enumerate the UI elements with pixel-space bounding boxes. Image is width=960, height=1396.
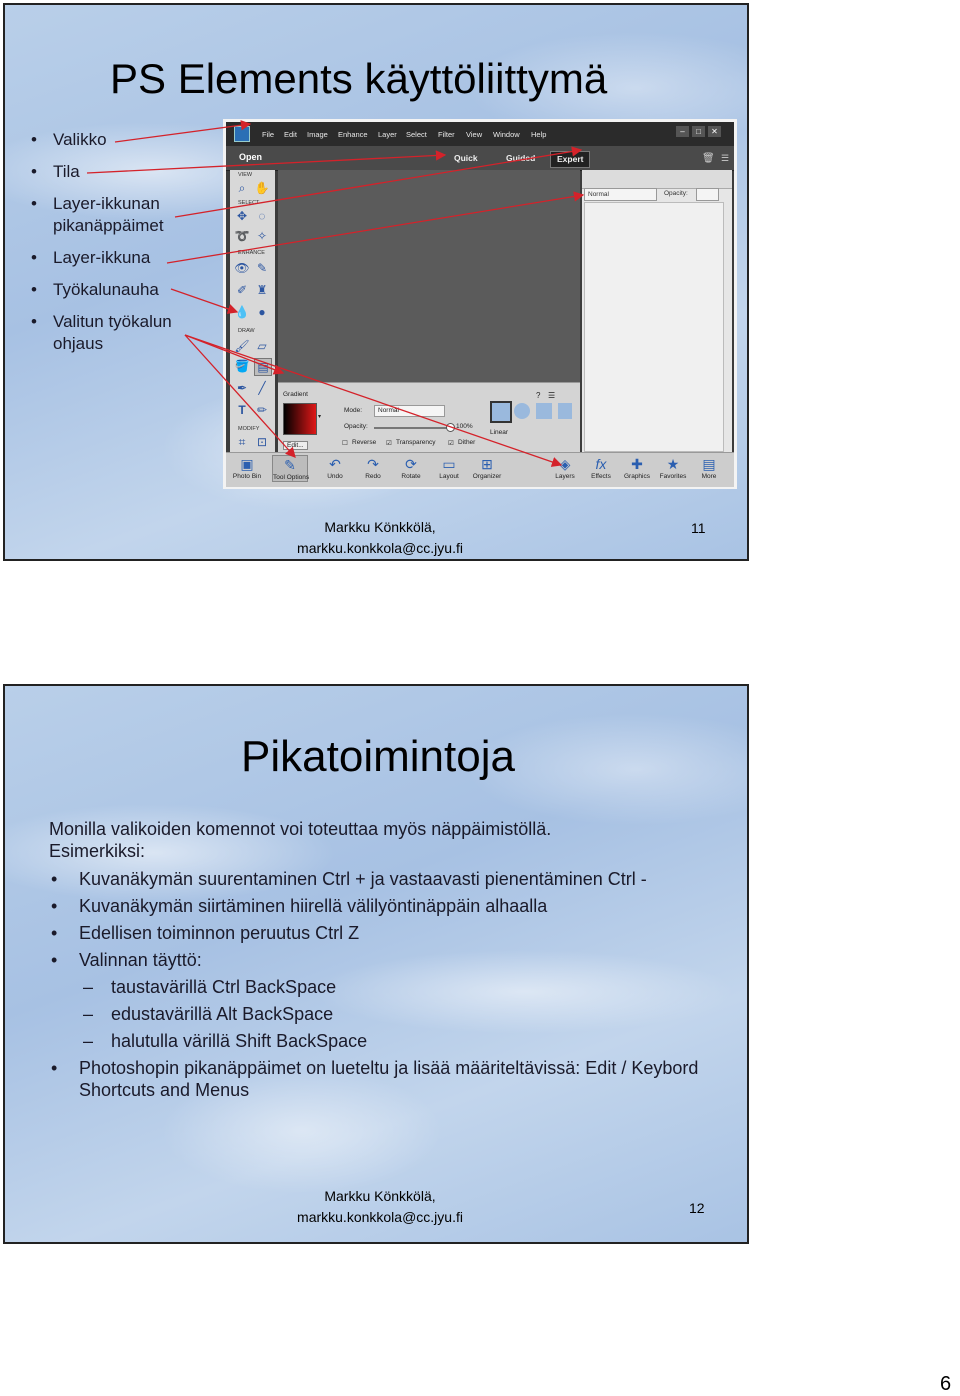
intro-text-2: Esimerkiksi:	[49, 841, 146, 861]
dither-checkbox-icon[interactable]: ☑	[448, 440, 454, 447]
brush-icon[interactable]: 🖌	[234, 339, 250, 353]
custom-shape-icon[interactable]: ╱	[258, 381, 266, 395]
options-menu-icon[interactable]: ☰	[548, 391, 556, 400]
menu-help[interactable]: Help	[531, 130, 547, 139]
dither-label: Dither	[458, 439, 476, 446]
tool-name-label: Gradient	[283, 391, 308, 398]
menu-image[interactable]: Image	[307, 130, 328, 139]
fill-foreground: – edustavärillä Alt BackSpace	[49, 1003, 729, 1025]
linear-gradient-button[interactable]	[490, 401, 512, 423]
open-button[interactable]: Open	[239, 152, 263, 162]
menu-filter[interactable]: Filter	[438, 130, 455, 139]
transparency-checkbox-icon[interactable]: ☑	[386, 440, 392, 447]
trash-icon[interactable]: 🗑	[702, 153, 715, 164]
layout-icon: ▭	[442, 456, 456, 472]
effects-icon: fx	[595, 456, 607, 472]
pse-logo-icon	[234, 126, 250, 142]
color-picker-icon[interactable]: ✒	[236, 381, 248, 395]
blur-icon[interactable]: 💧	[234, 305, 250, 319]
menu-layer[interactable]: Layer	[378, 130, 397, 139]
help-icon[interactable]: ?	[536, 391, 541, 400]
menu-bar	[226, 122, 734, 146]
menu-select[interactable]: Select	[406, 130, 427, 139]
fill-background: – taustavärillä Ctrl BackSpace	[49, 976, 729, 998]
shortcut-fill: • Valinnan täyttö:	[49, 949, 729, 971]
star-icon: ★	[666, 456, 680, 472]
maximize-icon[interactable]: □	[692, 126, 705, 137]
slide-1	[3, 3, 749, 561]
bullet-tool-options: • Valitun työkalun ohjaus	[29, 311, 193, 355]
canvas-area[interactable]	[278, 170, 580, 382]
rotate-icon: ⟳	[405, 456, 417, 472]
layers-icon: ◈	[559, 456, 571, 472]
angle-gradient-button[interactable]	[536, 403, 552, 419]
menu-file[interactable]: File	[262, 130, 275, 139]
section-select: SELECT	[238, 200, 260, 206]
mode-expert[interactable]: Expert	[550, 151, 590, 168]
menu-window[interactable]: Window	[493, 130, 520, 139]
slide-title: Pikatoimintoja	[241, 732, 515, 781]
section-view: VIEW	[238, 172, 253, 178]
shortcut-list	[49, 818, 729, 1106]
move-icon[interactable]: ✥	[236, 209, 248, 223]
footer-email: markku.konkkola@cc.jyu.fi	[297, 540, 463, 556]
gradient-dropdown-icon[interactable]: ▾	[318, 414, 322, 420]
shortcut-pan: • Kuvanäkymän siirtäminen hiirellä välilyöntinäppäin alhaalla	[49, 895, 729, 917]
ui-parts-list	[29, 129, 193, 365]
paint-bucket-icon[interactable]: 🪣	[234, 359, 250, 373]
menu-edit[interactable]: Edit	[284, 130, 297, 139]
redo-button[interactable]: ↷ Redo	[356, 455, 390, 480]
layers-button[interactable]: ◈ Layers	[548, 455, 582, 480]
more-button[interactable]: ▤ More	[692, 455, 726, 480]
bullet-valikko: • Valikko	[29, 129, 193, 151]
slide-number: 11	[691, 520, 706, 536]
menu-view[interactable]: View	[466, 130, 483, 139]
mode-label: Mode:	[344, 407, 363, 414]
graphics-button[interactable]: ✚ Graphics	[620, 455, 654, 480]
reverse-checkbox-icon[interactable]: ☐	[342, 440, 348, 447]
organizer-icon: ⊞	[481, 456, 493, 472]
ps-elements-window	[223, 119, 737, 489]
sponge-icon[interactable]: ●	[258, 305, 266, 319]
zoom-icon[interactable]: ⌕	[238, 181, 246, 195]
page-number: 6	[940, 1373, 952, 1395]
bullet-layer-window: • Layer-ikkuna	[29, 247, 193, 269]
eraser-icon[interactable]: ▱	[257, 339, 267, 353]
rotate-button[interactable]: ⟳ Rotate	[394, 455, 428, 480]
footer-author: Markku Könkkölä,	[324, 1188, 436, 1204]
organizer-button[interactable]: ⊞ Organizer	[470, 455, 504, 480]
gradient-tool-icon[interactable]: ▤	[254, 358, 272, 376]
favorites-button[interactable]: ★ Favorites	[656, 455, 690, 480]
marquee-icon[interactable]: ◌	[258, 209, 266, 223]
opacity-slider-handle[interactable]	[446, 423, 455, 432]
spot-healing-icon[interactable]: ✎	[256, 261, 268, 275]
clone-stamp-icon[interactable]: ♜	[256, 283, 268, 297]
pencil-icon[interactable]: ✏	[256, 403, 268, 417]
shortcut-undo: • Edellisen toiminnon peruutus Ctrl Z	[49, 922, 729, 944]
tool-options-icon: ✎	[284, 457, 296, 473]
layers-list[interactable]	[584, 202, 724, 452]
opacity-label: Opacity:	[344, 423, 368, 430]
recompose-icon[interactable]: ⊡	[256, 435, 268, 449]
opacity-slider[interactable]	[374, 427, 450, 429]
section-draw: DRAW	[238, 328, 255, 334]
bullet-toolbar: • Työkalunauha	[29, 279, 193, 301]
layout-button[interactable]: ▭ Layout	[432, 455, 466, 480]
section-modify: MODIFY	[238, 426, 260, 432]
edit-gradient-button[interactable]: Edit...	[283, 441, 308, 450]
graphics-icon: ✚	[631, 456, 643, 472]
opacity-value: 100%	[456, 423, 473, 430]
type-tool-icon[interactable]: T	[238, 403, 246, 417]
menu-enhance[interactable]: Enhance	[338, 130, 368, 139]
undo-button[interactable]: ↶ Undo	[318, 455, 352, 480]
slide-footer	[255, 1186, 505, 1228]
toolbox	[230, 170, 275, 452]
redo-icon: ↷	[367, 456, 379, 472]
section-enhance: ENHANCE	[238, 250, 265, 256]
shortcut-customize: • Photoshopin pikanäppäimet on lueteltu ja lisää määriteltävissä: Edit / Keybord Shortcuts and Menus	[49, 1057, 709, 1101]
mode-guided[interactable]: Guided	[506, 153, 536, 163]
bullet-layer-shortcuts: • Layer-ikkunan pikanäppäimet	[29, 193, 183, 237]
slide-title: PS Elements käyttöliittymä	[110, 55, 608, 102]
footer-author: Markku Könkkölä,	[324, 519, 436, 535]
tool-options-button[interactable]: ✎ Tool Options	[273, 457, 310, 481]
minimize-icon[interactable]: –	[676, 126, 689, 137]
layer-opacity-label: Opacity:	[664, 190, 688, 197]
radial-gradient-button[interactable]	[514, 403, 530, 419]
layer-opacity-field[interactable]	[696, 188, 719, 201]
slide-footer	[255, 517, 505, 559]
blend-mode-select[interactable]: Normal	[584, 188, 657, 201]
slide-2	[3, 684, 749, 1244]
gradient-type-label: Linear	[490, 429, 509, 436]
hand-icon[interactable]: ✋	[254, 181, 270, 195]
more-icon: ▤	[702, 456, 716, 472]
shortcut-zoom: • Kuvanäkymän suurentaminen Ctrl + ja vastaavasti pienentäminen Ctrl -	[49, 868, 689, 890]
close-icon[interactable]: ✕	[708, 126, 721, 137]
footer-email: markku.konkkola@cc.jyu.fi	[297, 1209, 463, 1225]
crop-icon[interactable]: ⌗	[238, 435, 246, 449]
fill-chosen-color: – halutulla värillä Shift BackSpace	[49, 1030, 729, 1052]
intro-text: Monilla valikoiden komennot voi toteuttaa myös näppäimistöllä.	[49, 819, 552, 839]
lasso-icon[interactable]: ➰	[234, 229, 250, 243]
layers-panel-header	[582, 170, 732, 189]
bullet-tila: • Tila	[29, 161, 193, 183]
mode-select[interactable]: Normal	[374, 405, 445, 417]
undo-icon: ↶	[329, 456, 341, 472]
layers-panel	[582, 170, 732, 452]
gradient-preview[interactable]	[283, 403, 317, 435]
effects-button[interactable]: fx Effects	[584, 455, 618, 480]
photo-bin-icon: ▣	[240, 456, 254, 472]
magic-wand-icon[interactable]: ✧	[256, 229, 268, 243]
photo-bin-button[interactable]: ▣ Photo Bin	[230, 455, 264, 480]
reverse-label: Reverse	[352, 439, 377, 446]
layer-menu-icon[interactable]: ☰	[721, 153, 730, 163]
smart-brush-icon[interactable]: ✐	[236, 283, 248, 297]
red-eye-icon[interactable]: 👁	[234, 261, 250, 275]
reflected-gradient-button[interactable]	[558, 403, 572, 419]
slide-number: 12	[689, 1200, 705, 1216]
taskbar	[226, 452, 734, 487]
tool-options-bar	[278, 382, 580, 453]
mode-quick[interactable]: Quick	[454, 153, 478, 163]
transparency-label: Transparency	[396, 439, 436, 446]
